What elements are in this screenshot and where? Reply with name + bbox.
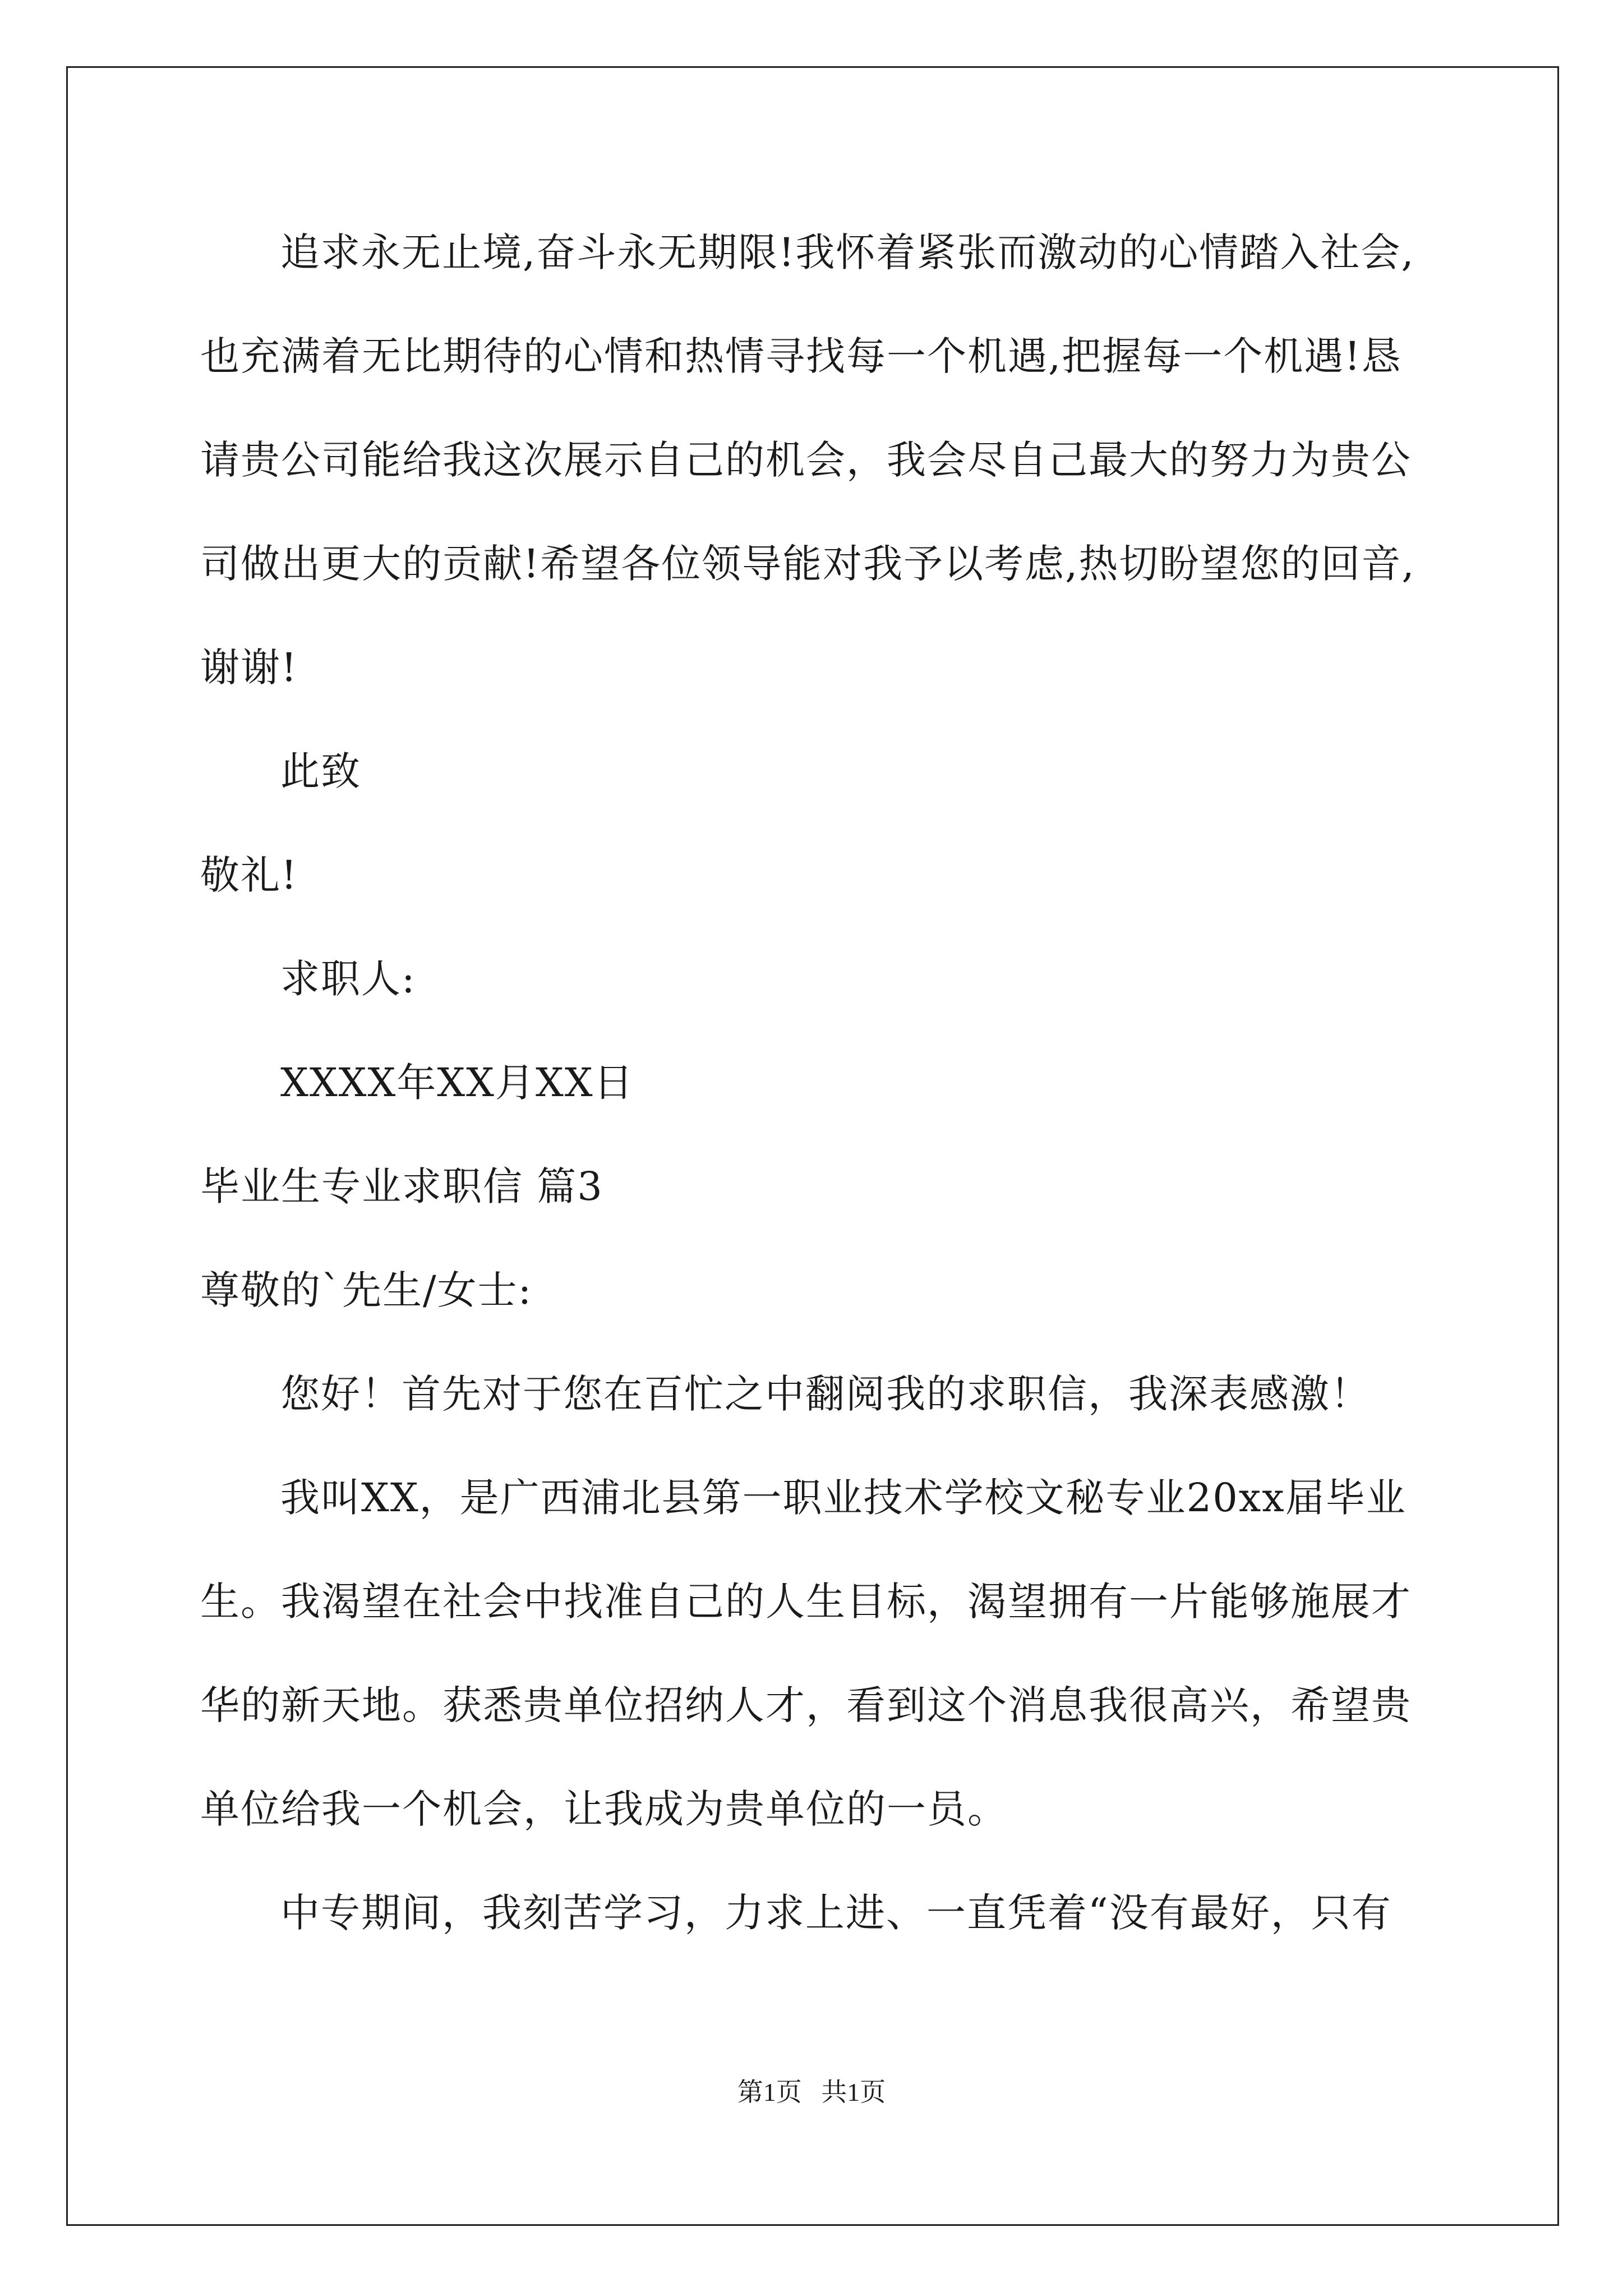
paragraph-line: 也充满着无比期待的心情和热情寻找每一个机遇,把握每一个机遇!恳 (200, 333, 1402, 379)
paragraph-line: 单位给我一个机会，让我成为贵单位的一员。 (200, 1786, 1008, 1832)
paragraph-line: 我叫XX，是广西浦北县第一职业技术学校文秘专业20xx届毕业 (280, 1475, 1407, 1521)
paragraph-line: 华的新天地。获悉贵单位招纳人才，看到这个消息我很高兴，希望贵 (200, 1682, 1412, 1728)
page-footer: 第1页 共1页 (737, 2078, 886, 2106)
section-heading: 毕业生专业求职信 篇3 (200, 1163, 603, 1209)
closing-line: 此致 (280, 748, 361, 794)
paragraph-line: 生。我渴望在社会中找准自己的人生目标，渴望拥有一片能够施展才 (200, 1579, 1412, 1625)
salutation-line: 敬礼! (200, 852, 298, 898)
date-line: XXXX年XX月XX日 (280, 1060, 634, 1106)
paragraph-line: 请贵公司能给我这次展示自己的机会，我会尽自己最大的努力为贵公 (200, 437, 1412, 483)
paragraph-line: 谢谢! (200, 645, 298, 691)
paragraph-line: 追求永无止境,奋斗永无期限!我怀着紧张而激动的心情踏入社会, (280, 229, 1415, 275)
paragraph-line: 司做出更大的贡献!希望各位领导能对我予以考虑,热切盼望您的回音, (200, 541, 1415, 587)
paragraph-line: 您好！首先对于您在百忙之中翻阅我的求职信，我深表感激！ (280, 1371, 1371, 1417)
greeting-line: 尊敬的`先生/女士: (200, 1267, 533, 1313)
paragraph-line: 中专期间，我刻苦学习，力求上进、一直凭着“没有最好，只有 (280, 1890, 1392, 1936)
signature-label: 求职人: (280, 956, 416, 1002)
